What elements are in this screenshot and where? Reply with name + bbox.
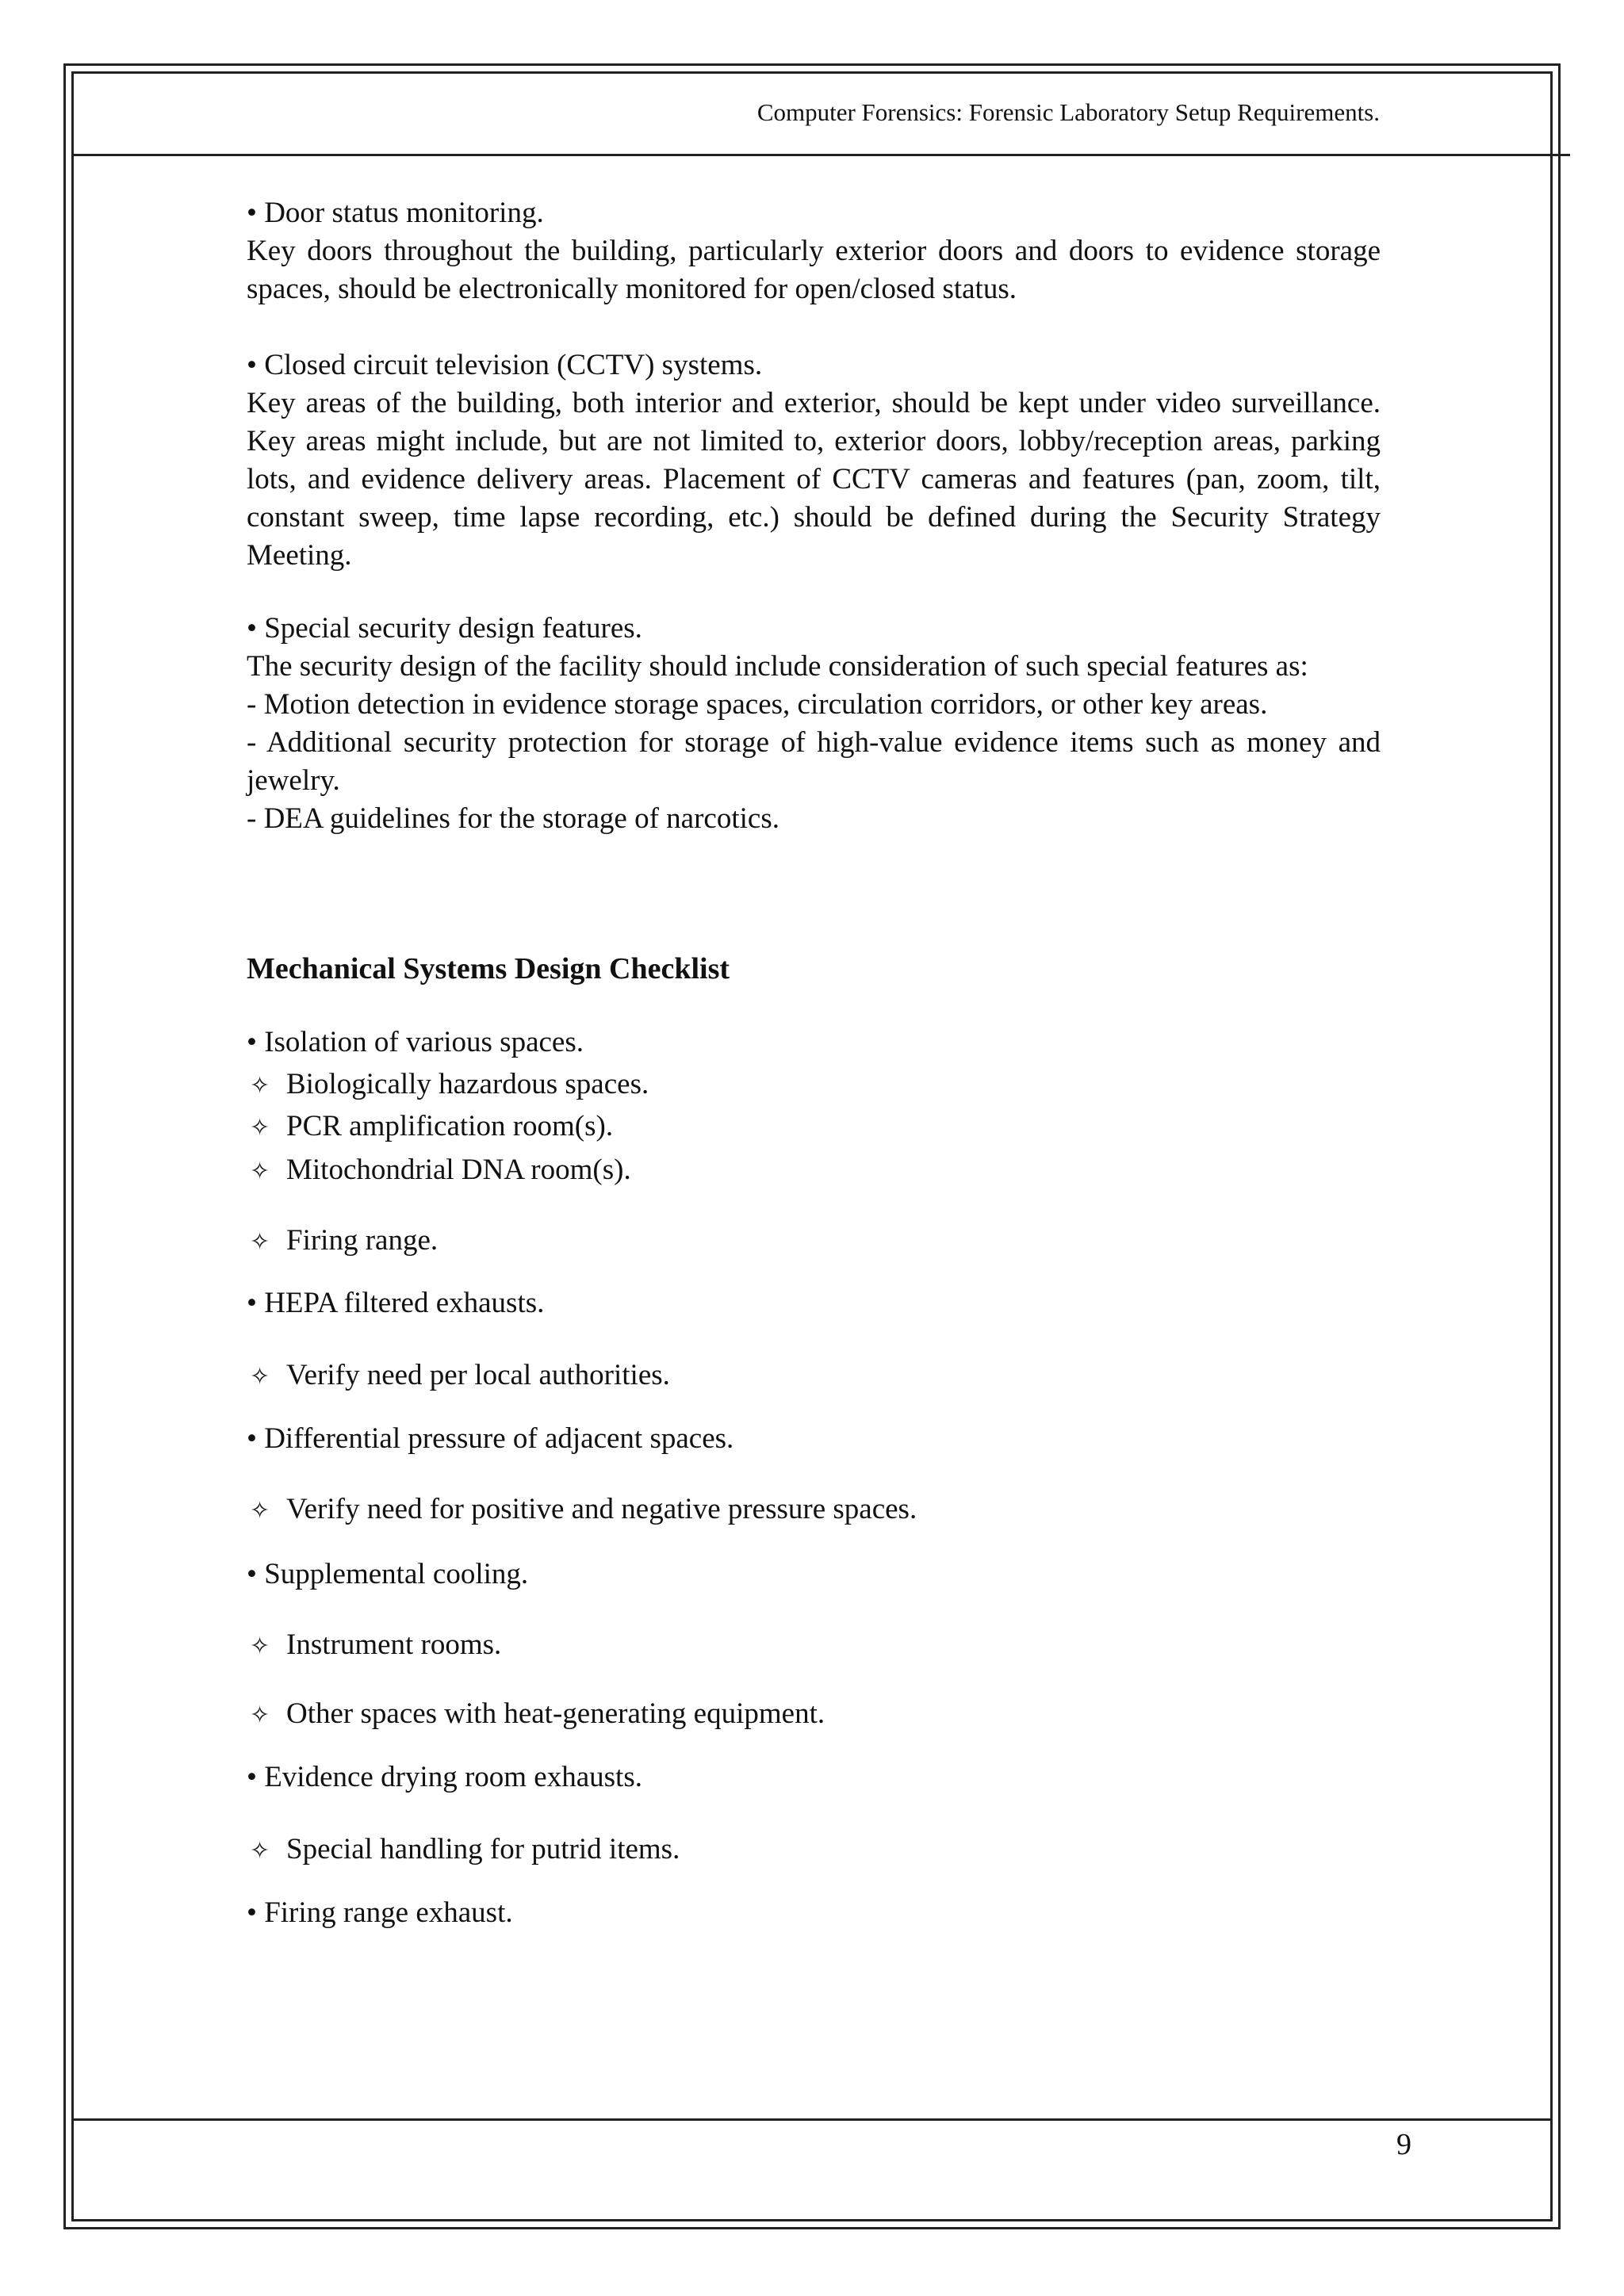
- checklist-item: • Isolation of various spaces.: [247, 1026, 584, 1058]
- header-rule: [71, 154, 1570, 156]
- cctv-title: • Closed circuit television (CCTV) systems.: [247, 349, 763, 381]
- checklist-subitem: [247, 1357, 1384, 1396]
- page-number: 9: [1396, 2128, 1411, 2161]
- checklist-item: • Firing range exhaust.: [247, 1896, 513, 1929]
- checklist-subitem-text: Verify need per local authorities.: [286, 1359, 670, 1391]
- special-security-item: - Motion detection in evidence storage spaces, circulation corridors, or other key areas.: [247, 688, 1268, 721]
- checklist-item: • Evidence drying room exhausts.: [247, 1761, 642, 1793]
- diamond-bullet-icon: ✧: [250, 1497, 270, 1525]
- cctv-text: Key areas of the building, both interior and exterior, should be kept under video surveillance. Key areas might include, but are not limited to, exterior doors, lobby/reception areas, parking lots, and evidence delivery areas. Placement of CCTV cameras and features (pan, zoom, tilt, constant sweep, time lapse recording, etc.) should be defined during the Security Strategy Meeting.: [247, 387, 1381, 572]
- checklist-item: • HEPA filtered exhausts.: [247, 1287, 545, 1319]
- diamond-bullet-icon: ✧: [250, 1158, 270, 1185]
- diamond-bullet-icon: ✧: [250, 1837, 270, 1865]
- checklist-subitem-text: Other spaces with heat-generating equipment.: [286, 1697, 825, 1730]
- special-security-item: - DEA guidelines for the storage of narcotics.: [247, 802, 779, 835]
- checklist-subitem-text: Firing range.: [286, 1224, 439, 1257]
- diamond-bullet-icon: ✧: [250, 1072, 270, 1100]
- checklist-item: • Differential pressure of adjacent spaces.: [247, 1422, 734, 1455]
- running-header-title: Computer Forensics: Forensic Laboratory Setup Requirements.: [756, 98, 1380, 126]
- checklist-subitem: [247, 1151, 1384, 1191]
- checklist-subitem: [247, 1626, 1384, 1666]
- diamond-bullet-icon: ✧: [250, 1363, 270, 1391]
- checklist-subitem-text: Biologically hazardous spaces.: [286, 1068, 649, 1100]
- checklist-item: • Supplemental cooling.: [247, 1558, 529, 1590]
- special-security-title: • Special security design features.: [247, 612, 642, 645]
- checklist-subitem-text: PCR amplification room(s).: [286, 1110, 614, 1142]
- checklist-subitem: [247, 1490, 1384, 1530]
- special-security-section: [247, 610, 1381, 838]
- checklist-subitem: [247, 1695, 1384, 1735]
- door-monitoring-title: • Door status monitoring.: [247, 197, 544, 229]
- mechanical-heading: Mechanical Systems Design Checklist: [247, 952, 730, 985]
- diamond-bullet-icon: ✧: [250, 1701, 270, 1729]
- checklist-subitem: [247, 1066, 1384, 1105]
- checklist-subitem-text: Instrument rooms.: [286, 1628, 502, 1661]
- diamond-bullet-icon: ✧: [250, 1228, 270, 1256]
- cctv-section: [247, 346, 1381, 575]
- checklist-subitem-text: Mitochondrial DNA room(s).: [286, 1154, 631, 1186]
- checklist-subitem: [247, 1222, 1384, 1261]
- checklist-subitem-text: Special handling for putrid items.: [286, 1833, 680, 1866]
- checklist-subitem: [247, 1831, 1384, 1870]
- footer-rule: [71, 2118, 1553, 2121]
- diamond-bullet-icon: ✧: [250, 1114, 270, 1142]
- special-security-text: The security design of the facility should include consideration of such special features as:: [247, 650, 1308, 683]
- checklist-subitem-text: Verify need for positive and negative pressure spaces.: [286, 1493, 917, 1525]
- checklist-subitem: [247, 1108, 1384, 1147]
- special-security-item: - Additional security protection for storage of high-value evidence items such as money and jewelry.: [247, 726, 1381, 797]
- diamond-bullet-icon: ✧: [250, 1632, 270, 1660]
- door-monitoring-text: Key doors throughout the building, particularly exterior doors and doors to evidence storage spaces, should be electronically monitored for open/closed status.: [247, 235, 1381, 305]
- door-monitoring-section: [247, 194, 1381, 308]
